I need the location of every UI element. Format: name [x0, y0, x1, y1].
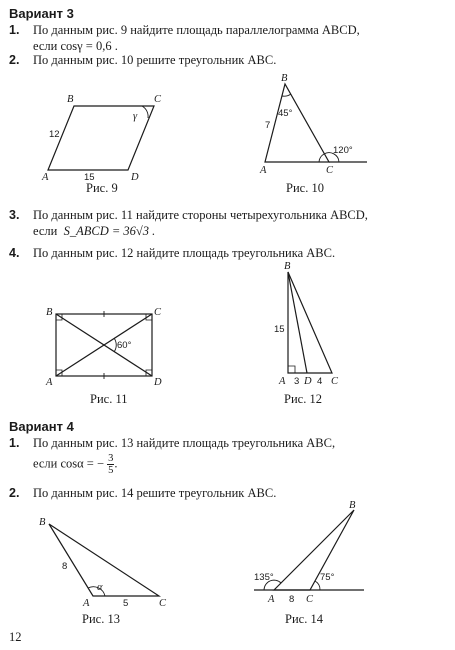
task-number: 2.: [9, 53, 20, 67]
task-number: 4.: [9, 246, 20, 260]
vertex-c-label: C: [306, 594, 314, 605]
vertex-d-label: D: [131, 172, 139, 183]
side-ac-length: 5: [123, 598, 129, 609]
vertex-c-label: C: [326, 165, 334, 176]
task-number: 2.: [9, 486, 20, 500]
task-3-3: [9, 208, 368, 238]
vertex-b-label: B: [349, 500, 356, 511]
vertex-b-label: B: [46, 307, 53, 318]
task-condition: [33, 453, 118, 476]
condition-suffix: .: [114, 456, 118, 471]
fraction-numerator: 3: [108, 453, 114, 464]
figure-14-caption: Рис. 14: [285, 612, 323, 626]
angle-arc: [114, 338, 116, 352]
angle-c-value: 75°: [320, 572, 335, 583]
side-ab-length: 8: [62, 561, 68, 572]
side-ab-length: 7: [265, 120, 271, 131]
vertex-c-label: C: [154, 307, 162, 318]
vertex-a-label: A: [42, 172, 49, 183]
task-number: 3.: [9, 208, 20, 222]
task-number: 1.: [9, 436, 20, 450]
task-4-2: [9, 486, 276, 501]
side-ab-length: 12: [49, 129, 60, 140]
vertex-a-label: A: [279, 376, 286, 387]
angle-c-arc: [319, 154, 324, 162]
page-number: 12: [9, 630, 22, 644]
task-text: По данным рис. 13 найдите площадь треугольника ABC,: [33, 436, 336, 450]
figure-10-caption: Рис. 10: [286, 181, 324, 195]
task-4-1: [9, 436, 336, 476]
angle-value: 60°: [117, 340, 132, 351]
task-condition: если cosγ = 0,6 .: [33, 39, 118, 53]
exterior-angle-value: 120°: [333, 145, 353, 156]
task-text: По данным рис. 10 решите треугольник ABC.: [33, 53, 277, 67]
angle-gamma-arc: [142, 106, 148, 118]
triangle-shape: [288, 272, 332, 373]
triangle-shape: [49, 524, 159, 596]
triangle-shape: [274, 510, 354, 590]
vertex-d-label: D: [304, 376, 312, 387]
side-ac-length: 8: [289, 594, 295, 605]
vertex-a-label: A: [260, 165, 267, 176]
parallelogram-shape: [48, 106, 154, 170]
figure-11-caption: Рис. 11: [90, 392, 128, 406]
fraction-denominator: 5: [108, 465, 114, 476]
vertex-c-label: C: [154, 94, 162, 105]
task-condition: [33, 224, 155, 239]
variant-4-heading: Вариант 4: [9, 419, 74, 434]
task-3-2: [9, 53, 276, 68]
task-number: 1.: [9, 23, 20, 37]
task-text: По данным рис. 11 найдите стороны четырехугольника ABCD,: [33, 208, 368, 222]
vertex-b-label: B: [284, 261, 291, 272]
side-ad-length: 15: [84, 172, 95, 183]
vertex-a-label: A: [46, 377, 53, 388]
vertex-b-label: B: [39, 517, 46, 528]
angle-a-value: 135°: [254, 572, 274, 583]
angle-alpha-label: α: [97, 582, 103, 593]
vertex-b-label: B: [281, 73, 288, 84]
segment-dc-length: 4: [317, 376, 323, 387]
figure-9-caption: Рис. 9: [86, 181, 118, 195]
figure-12-caption: Рис. 12: [284, 392, 322, 406]
figure-10-triangle: [255, 72, 385, 182]
figure-13-triangle: [35, 514, 175, 614]
segment-bd: [288, 272, 307, 373]
angle-b-value: 45°: [278, 108, 293, 119]
figure-12-triangle: [270, 258, 360, 388]
angle-gamma-label: γ: [133, 111, 138, 122]
figure-14-triangle: [250, 500, 380, 610]
variant-3-heading: Вариант 3: [9, 6, 74, 21]
side-ab-length: 15: [274, 324, 285, 335]
right-angle-mark: [288, 366, 295, 373]
vertex-b-label: B: [67, 94, 74, 105]
vertex-c-label: C: [331, 376, 339, 387]
figure-11-rectangle: [44, 306, 169, 391]
task-3-1: [9, 23, 360, 53]
vertex-c-label: C: [159, 598, 167, 609]
triangle-shape: [265, 84, 329, 162]
area-formula: S_ABCD = 36√3 .: [63, 224, 156, 238]
condition-prefix: если: [33, 224, 58, 238]
condition-prefix: если cosα = −: [33, 456, 105, 471]
figure-9-parallelogram: [40, 92, 170, 182]
angle-b-arc: [282, 94, 291, 96]
vertex-a-label: A: [83, 598, 90, 609]
task-text: По данным рис. 12 найдите площадь треугольника ABC.: [33, 246, 336, 260]
task-text: По данным рис. 9 найдите площадь параллелограмма ABCD,: [33, 23, 360, 37]
figure-13-caption: Рис. 13: [82, 612, 120, 626]
vertex-a-label: A: [268, 594, 275, 605]
segment-ad-length: 3: [294, 376, 300, 387]
task-text: По данным рис. 14 решите треугольник ABC.: [33, 486, 277, 500]
vertex-d-label: D: [154, 377, 162, 388]
